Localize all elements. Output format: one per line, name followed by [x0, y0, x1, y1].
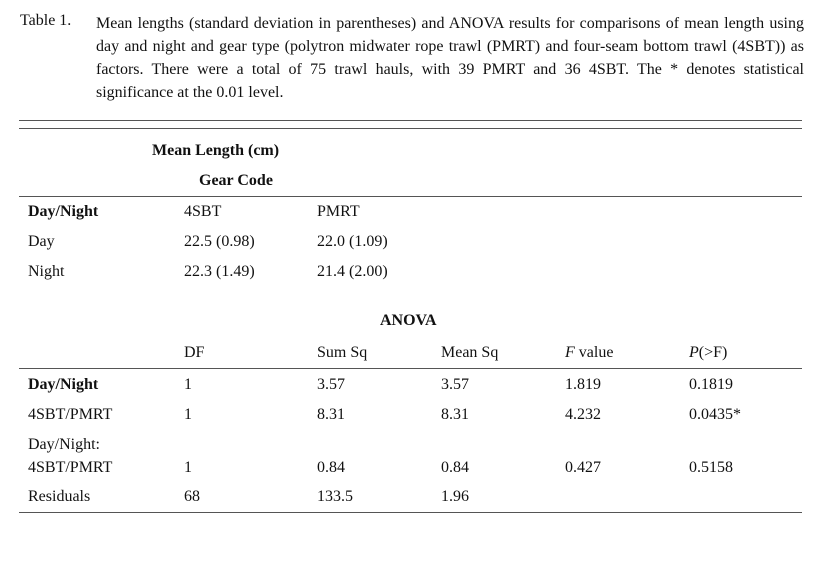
anova-row-label: Day/Night: [28, 376, 99, 393]
mean-row-label: Day: [28, 233, 55, 250]
anova-row-label-line1: Day/Night:: [28, 436, 100, 453]
bottom-rule: [19, 512, 802, 513]
anova-cell-f: 0.427: [565, 459, 601, 476]
caption-text: Mean lengths (standard deviation in parentheses) and ANOVA results for comparisons of mean length using day and night and gear type (polytron midwater rope trawl (PMRT) and four-seam bottom trawl (4SBT)) as factors. There were a total of 75 trawl hauls, with 39 PMRT and 36 4SBT. The * denotes statistical significance at the 0.01 level.: [96, 15, 804, 101]
mean-row-header: Day/Night: [28, 203, 99, 220]
anova-cell-df: 1: [184, 376, 192, 393]
anova-cell-f: 4.232: [565, 406, 601, 423]
anova-row-label: Residuals: [28, 488, 91, 505]
anova-cell-p: 0.1819: [689, 376, 733, 393]
mean-col-4sbt: 4SBT: [184, 203, 222, 220]
mean-row-label: Night: [28, 263, 65, 280]
anova-col-df: DF: [184, 344, 205, 361]
anova-col-sum-sq: Sum Sq: [317, 344, 368, 361]
anova-cell-mean-sq: 3.57: [441, 376, 469, 393]
anova-cell-df: 1: [184, 459, 192, 476]
anova-cell-df: 68: [184, 488, 200, 505]
anova-col-f-value: [565, 344, 613, 362]
mean-col-pmrt: PMRT: [317, 203, 360, 220]
p-symbol: P: [689, 344, 699, 361]
anova-col-mean-sq: Mean Sq: [441, 344, 499, 361]
anova-cell-mean-sq: 1.96: [441, 488, 469, 505]
top-rule-1: [19, 120, 802, 121]
anova-cell-p: 0.5158: [689, 459, 733, 476]
top-rule-2: [19, 128, 802, 129]
mean-table-rule: [19, 196, 802, 197]
mean-cell: 22.5 (0.98): [184, 233, 255, 250]
f-value-text: value: [574, 344, 614, 361]
anova-cell-f: 1.819: [565, 376, 601, 393]
anova-cell-mean-sq: 0.84: [441, 459, 469, 476]
mean-table-title: Mean Length (cm): [152, 142, 280, 159]
mean-cell: 21.4 (2.00): [317, 263, 388, 280]
anova-cell-mean-sq: 8.31: [441, 406, 469, 423]
p-value-text: (>F): [698, 344, 728, 361]
anova-cell-sum-sq: 8.31: [317, 406, 345, 423]
mean-cell: 22.0 (1.09): [317, 233, 388, 250]
anova-cell-sum-sq: 0.84: [317, 459, 345, 476]
mean-cell: 22.3 (1.49): [184, 263, 255, 280]
anova-title: ANOVA: [380, 312, 437, 329]
anova-row-label-line2: 4SBT/PMRT: [28, 459, 113, 476]
f-symbol: F: [565, 344, 575, 361]
anova-cell-sum-sq: 133.5: [317, 488, 353, 505]
mean-table-subtitle: Gear Code: [199, 172, 273, 189]
anova-cell-sum-sq: 3.57: [317, 376, 345, 393]
anova-col-p-value: [689, 344, 727, 362]
caption-label: Table 1.: [20, 12, 72, 29]
anova-cell-df: 1: [184, 406, 192, 423]
anova-rule: [19, 368, 802, 369]
anova-row-label: 4SBT/PMRT: [28, 406, 113, 423]
anova-cell-p: 0.0435*: [689, 406, 741, 423]
